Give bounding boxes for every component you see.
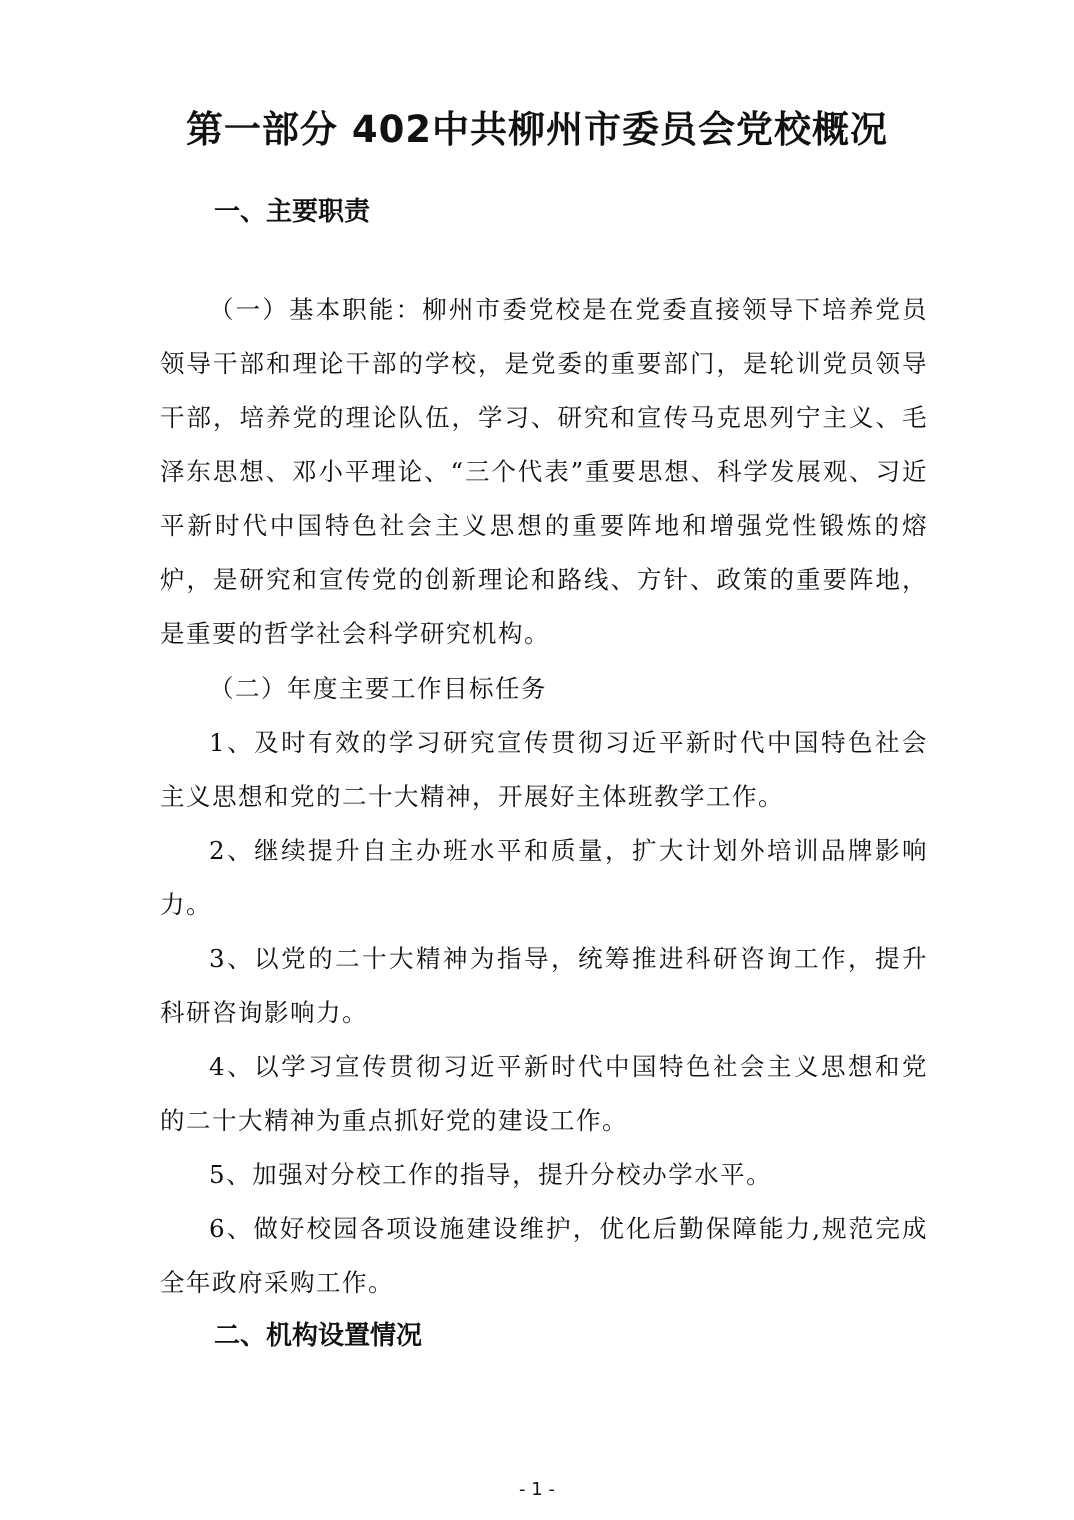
section-heading-organization: 二、机构设置情况 bbox=[214, 1321, 423, 1351]
page-number: - 1 - bbox=[519, 1479, 555, 1500]
task-item-6: 6、做好校园各项设施建设维护，优化后勤保障能力,规范完成全年政府采购工作。 bbox=[160, 1213, 928, 1297]
task-item-3: 3、以党的二十大精神为指导，统筹推进科研咨询工作，提升科研咨询影响力。 bbox=[160, 943, 928, 1027]
basic-function-paragraph: （一）基本职能：柳州市委党校是在党委直接领导下培养党员领导干部和理论干部的学校，是党委的重要部门，是轮训党员领导干部，培养党的理论队伍，学习、研究和宣传马克思列宁主义、毛泽东思想、邓小平理论、“三个代表”重要思想、科学发展观、习近平新时代中国特色社会主义思想的重要阵地和增强党性锻炼的熔炉，是研究和宣传党的创新理论和路线、方针、政策的重要阵地，是重要的哲学社会科学研究机构。 bbox=[160, 294, 928, 648]
task-item-2: 2、继续提升自主办班水平和质量，扩大计划外培训品牌影响力。 bbox=[160, 835, 928, 919]
section-heading-duties: 一、主要职责 bbox=[214, 197, 371, 227]
task-item-1: 1、及时有效的学习研究宣传贯彻习近平新时代中国特色社会主义思想和党的二十大精神，开展好主体班教学工作。 bbox=[160, 727, 928, 811]
annual-tasks-subheading: （二）年度主要工作目标任务 bbox=[209, 673, 547, 703]
task-item-5: 5、加强对分校工作的指导，提升分校办学水平。 bbox=[209, 1159, 773, 1189]
task-item-4: 4、以学习宣传贯彻习近平新时代中国特色社会主义思想和党的二十大精神为重点抓好党的建设工作。 bbox=[160, 1051, 928, 1135]
document-title: 第一部分 402中共柳州市委员会党校概况 bbox=[185, 108, 889, 151]
